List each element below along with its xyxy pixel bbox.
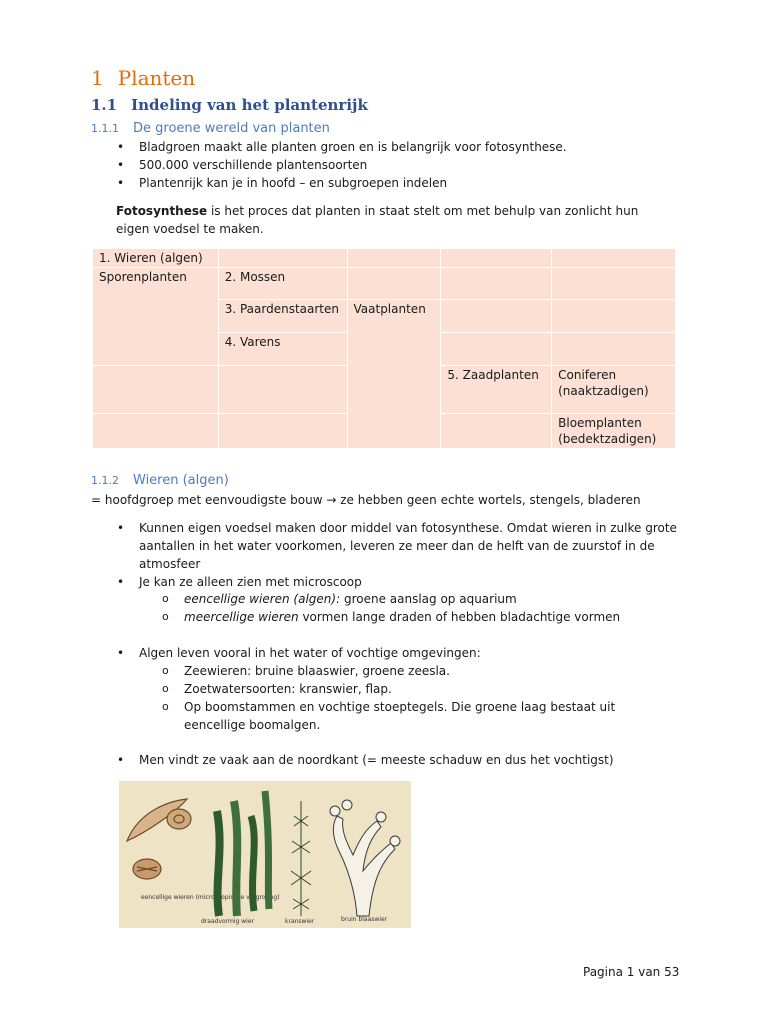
sub-list-item: o Zeewieren: bruine blaaswier, groene zeesla. <box>162 664 450 678</box>
bullet-icon: • <box>117 176 125 190</box>
heading-1-number: 1 <box>91 66 104 90</box>
heading-3-section1 <box>91 121 330 136</box>
fotosynthese-term: Fotosynthese <box>116 204 208 218</box>
unicellular-algae-drawing <box>127 799 191 879</box>
sub-list-item: o Op boomstammen en vochtige stoeptegels. Die groene laag bestaat uit eencellige boomalgen. <box>162 700 616 732</box>
cell-paardenstaarten: 3. Paardenstaarten <box>218 300 347 333</box>
cell-bloemplanten: Bloemplanten (bedektzadigen) <box>552 414 676 449</box>
cell-varens: 4. Varens <box>218 333 347 366</box>
fotosynthese-paragraph <box>116 202 656 238</box>
plant-classification-table <box>92 248 676 449</box>
algae-illustration <box>119 781 411 928</box>
heading-1-title: Planten <box>117 66 196 90</box>
list-item: • Algen leven vooral in het water of vochtige omgevingen: <box>117 646 481 660</box>
stonewort-drawing <box>291 801 311 916</box>
cell-zaadplanten: 5. Zaadplanten <box>441 366 552 414</box>
bullet-icon: • <box>117 753 125 767</box>
section2-title: Wieren (algen) <box>133 473 229 488</box>
circle-bullet-icon: o <box>162 610 169 623</box>
wieren-definition: = hoofdgroep met eenvoudigste bouw → ze hebben geen echte wortels, stengels, bladeren <box>91 493 641 507</box>
cell-wieren: 1. Wieren (algen) <box>93 249 219 268</box>
label-blaaswier: bruin blaaswier <box>341 916 388 923</box>
circle-bullet-icon: o <box>162 664 169 677</box>
list-item: • Je kan ze alleen zien met microscoop <box>117 575 362 589</box>
cell-vaatplanten: Vaatplanten <box>347 300 441 449</box>
section2-number: 1.1.2 <box>91 474 119 487</box>
section1-title: De groene wereld van planten <box>133 121 330 136</box>
sub-list-item: o Zoetwatersoorten: kranswier, flap. <box>162 682 392 696</box>
bullet-icon: • <box>117 140 125 154</box>
bullet-icon: • <box>117 521 125 535</box>
fotosynthese-definition: is het proces dat planten in staat stelt om met behulp van zonlicht hun eigen voedsel te maken. <box>116 204 639 236</box>
heading-2-title: Indeling van het plantenrijk <box>131 96 368 114</box>
cell-coniferen: Coniferen (naaktzadigen) <box>552 366 676 414</box>
circle-bullet-icon: o <box>162 682 169 695</box>
sub-list-item: o meercellige wieren vormen lange draden of hebben bladachtige vormen <box>162 610 621 624</box>
heading-3-section2 <box>91 473 229 488</box>
list-item: • Men vindt ze vaak aan de noordkant (= meeste schaduw en dus het vochtigst) <box>117 753 614 767</box>
list-item: • Plantenrijk kan je in hoofd – en subgroepen indelen <box>117 176 448 190</box>
list-item: • Kunnen eigen voedsel maken door middel van fotosynthese. Omdat wieren in zulke grote aantallen in het water voorkomen, leveren ze meer dan de helft van de zuurstof in de atmosfeer <box>117 521 677 571</box>
list-item: • 500.000 verschillende plantensoorten <box>117 158 368 172</box>
label-draadvormig: draadvormig wier <box>201 918 254 925</box>
cell-mossen: 2. Mossen <box>218 268 347 300</box>
section1-number: 1.1.1 <box>91 122 119 135</box>
bullet-icon: • <box>117 158 125 172</box>
bladderwrack-drawing <box>330 800 400 916</box>
cell-sporenplanten: Sporenplanten <box>93 268 219 366</box>
heading-1 <box>91 66 195 90</box>
bullet-icon: • <box>117 575 125 589</box>
label-kranswier: kranswier <box>285 918 315 925</box>
sub-list-item: o eencellige wieren (algen): groene aanslag op aquarium <box>162 592 517 606</box>
circle-bullet-icon: o <box>162 592 169 605</box>
bullet-icon: • <box>117 646 125 660</box>
heading-2 <box>91 96 368 114</box>
heading-2-number: 1.1 <box>91 96 118 114</box>
list-item: • Bladgroen maakt alle planten groen en is belangrijk voor fotosynthese. <box>117 140 567 154</box>
label-eencellig: eencellige wieren (microscopische vergroting) <box>141 894 280 901</box>
page-number: Pagina 1 van 53 <box>583 965 680 979</box>
circle-bullet-icon: o <box>162 700 169 713</box>
